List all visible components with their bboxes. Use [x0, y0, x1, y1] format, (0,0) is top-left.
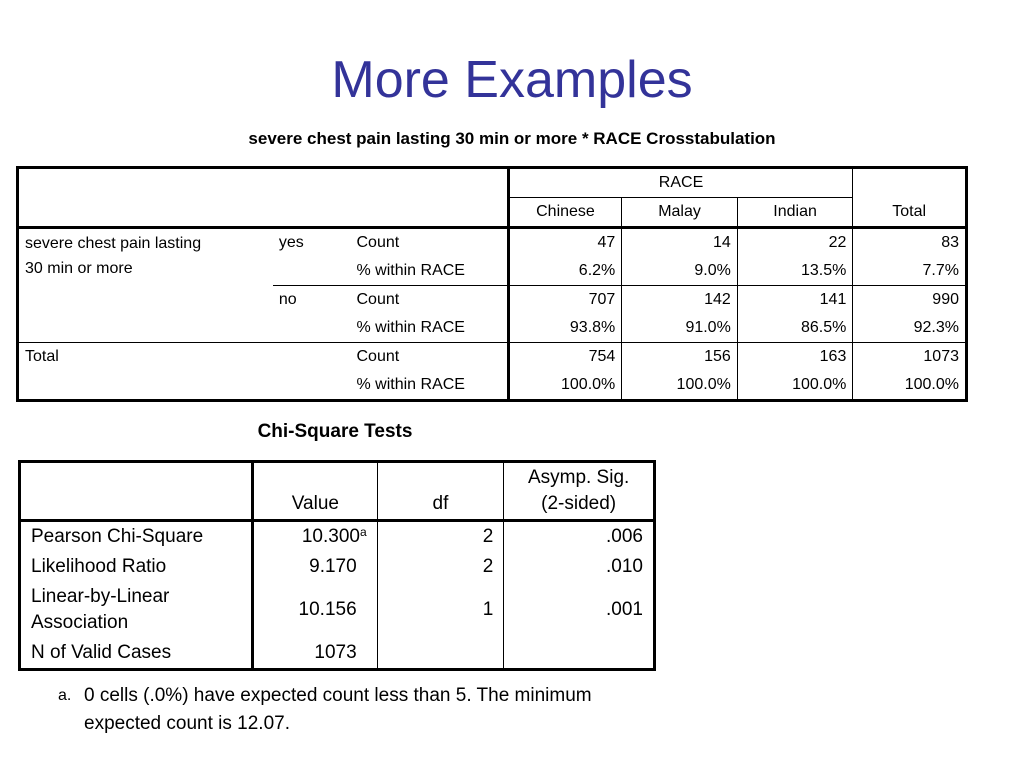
crosstab-table	[16, 166, 968, 402]
total-row-label: Total	[18, 343, 351, 401]
stat-label: % within RACE	[356, 376, 465, 393]
cell-value: 93.8%	[508, 314, 622, 343]
test-df: 1	[377, 582, 504, 638]
table-row	[20, 638, 655, 670]
test-value: 10.156	[253, 582, 378, 638]
crosstab-header-row-1	[18, 168, 967, 198]
col-header-df: df	[377, 462, 504, 521]
table-row	[18, 343, 967, 372]
row-variable-line2: 30 min or more	[25, 260, 133, 277]
footnote-ref: a	[359, 525, 367, 539]
test-value-number: 10.300	[301, 526, 360, 547]
cell-value: 91.0%	[622, 314, 738, 343]
cell-value: 156	[622, 343, 738, 372]
row-variable-line1: severe chest pain lasting	[25, 235, 202, 252]
test-label	[20, 582, 253, 638]
test-df	[377, 638, 504, 670]
test-value: 9.170	[253, 552, 378, 582]
cell-value: 141	[737, 286, 853, 315]
test-sig: .001	[504, 582, 655, 638]
test-df: 2	[377, 552, 504, 582]
stat-label: Count	[351, 286, 509, 315]
cell-value: 6.2%	[508, 257, 622, 286]
crosstab-corner-cell	[18, 168, 509, 228]
cell-value: 22	[737, 228, 853, 258]
col-header-value: Value	[253, 462, 378, 521]
chisq-table	[18, 460, 656, 671]
stat-label: Count	[351, 228, 509, 258]
category-no: no	[273, 286, 351, 343]
table-row	[20, 552, 655, 582]
cell-value: 100.0%	[508, 371, 622, 401]
stat-label: % within RACE	[356, 262, 465, 279]
table-row	[18, 228, 967, 258]
cell-value: 100.0%	[737, 371, 853, 401]
col-header-sig-line2: (2-sided)	[541, 493, 617, 514]
cell-value: 86.5%	[737, 314, 853, 343]
col-header-total: Total	[853, 168, 967, 228]
cell-value: 142	[622, 286, 738, 315]
cell-value: 163	[737, 343, 853, 372]
test-sig: .006	[504, 521, 655, 553]
test-sig	[504, 638, 655, 670]
col-header-malay: Malay	[622, 198, 738, 228]
chisq-caption: Chi-Square Tests	[257, 421, 413, 442]
test-label: Pearson Chi-Square	[20, 521, 253, 553]
cell-value: 13.5%	[737, 257, 853, 286]
col-header-chinese: Chinese	[508, 198, 622, 228]
cell-value: 754	[508, 343, 622, 372]
stat-label: % within RACE	[356, 319, 465, 336]
cell-value: 7.7%	[853, 257, 967, 286]
footnote-mark: a.	[58, 687, 72, 704]
test-label: Likelihood Ratio	[31, 556, 167, 577]
crosstab-caption: severe chest pain lasting 30 min or more * RACE Crosstabulation	[248, 129, 776, 148]
col-header-indian: Indian	[737, 198, 853, 228]
table-row	[20, 582, 655, 638]
table-row	[20, 521, 655, 553]
category-yes: yes	[273, 228, 351, 286]
cell-value: 707	[508, 286, 622, 315]
test-label-line2: Association	[31, 612, 129, 633]
row-variable-label	[18, 228, 273, 343]
test-label: N of Valid Cases	[31, 642, 172, 663]
cell-value: 9.0%	[622, 257, 738, 286]
slide-title: More Examples	[331, 51, 693, 109]
cell-value: 100.0%	[853, 371, 967, 401]
test-df: 2	[377, 521, 504, 553]
footnote-text: 0 cells (.0%) have expected count less than 5. The minimum expected count is 12.07.	[84, 685, 592, 734]
test-value	[253, 521, 378, 553]
chisq-corner-cell	[20, 462, 253, 521]
chisq-header-row	[20, 462, 655, 521]
cell-value: 92.3%	[853, 314, 967, 343]
test-label-line1: Linear-by-Linear	[31, 586, 170, 607]
cell-value: 14	[622, 228, 738, 258]
race-group-header: RACE	[508, 168, 853, 198]
cell-value: 990	[853, 286, 967, 315]
test-sig: .010	[504, 552, 655, 582]
cell-value: 47	[508, 228, 622, 258]
col-header-sig-line1: Asymp. Sig.	[527, 467, 630, 488]
stat-label: Count	[351, 343, 509, 372]
cell-value: 100.0%	[622, 371, 738, 401]
col-header-sig	[504, 462, 655, 521]
cell-value: 1073	[853, 343, 967, 372]
test-value: 1073	[253, 638, 378, 670]
cell-value: 83	[853, 228, 967, 258]
